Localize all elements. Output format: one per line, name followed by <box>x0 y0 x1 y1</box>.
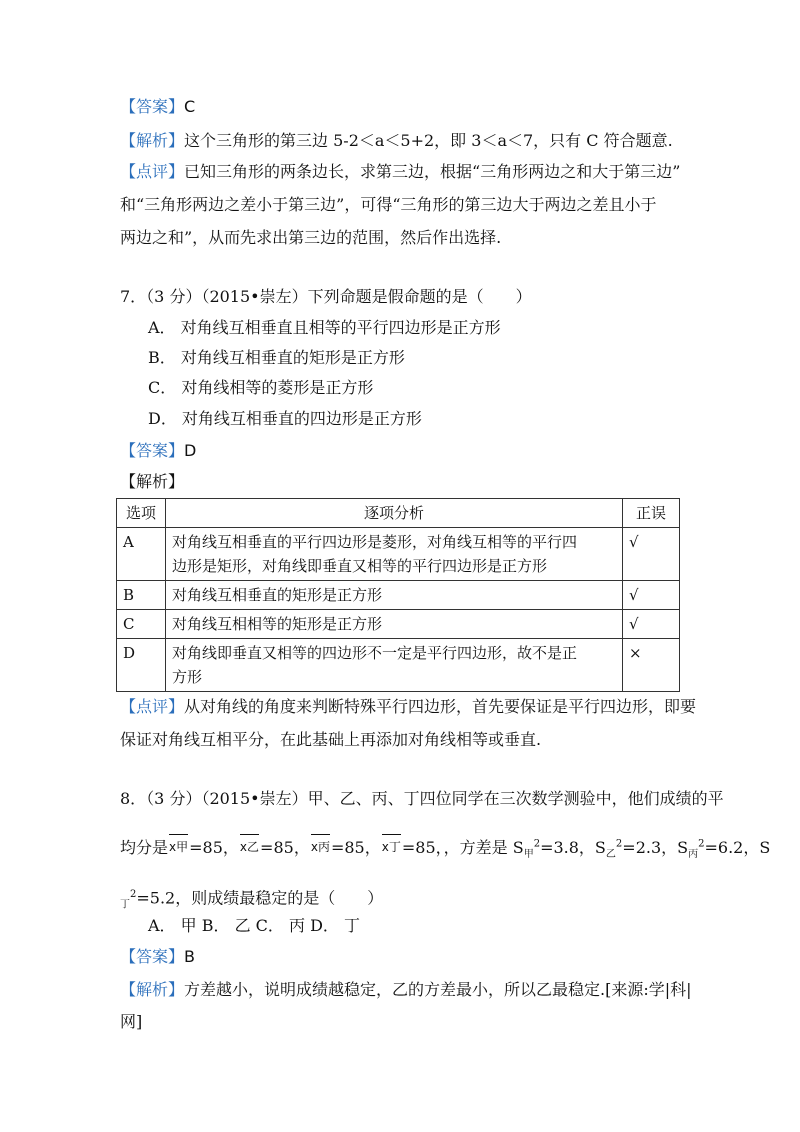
q8-options: A． 甲 B． 乙 C． 丙 D． 丁 <box>148 916 360 935</box>
row-analysis-line: 方形 <box>172 668 203 686</box>
variance-sub: 丙 <box>688 849 699 861</box>
q8-answer <box>120 947 195 967</box>
q7-option-a: A． 对角线互相垂直且相等的平行四边形是正方形 <box>148 318 501 337</box>
mean-bing <box>311 834 330 857</box>
x-symbol: x <box>239 840 248 854</box>
table-row <box>117 639 680 692</box>
stem-prefix: 均分是 <box>120 838 169 857</box>
q6-comment-line-3: 两边之和”，从而先求出第三边的范围，然后作出选择. <box>120 228 502 247</box>
variance-sub: 乙 <box>605 849 616 861</box>
row-judgment: √ <box>623 581 680 610</box>
q6-answer <box>120 97 195 117</box>
row-analysis: 对角线互相垂直的矩形是正方形 <box>166 581 623 610</box>
row-option: D <box>117 639 166 692</box>
header-analysis: 逐项分析 <box>166 499 623 528</box>
row-option: B <box>117 581 166 610</box>
variance-value: =6.2，S <box>704 838 771 857</box>
mean-value: =85， <box>330 838 381 857</box>
row-analysis <box>166 639 623 692</box>
comment-text: 从对角线的角度来判断特殊平行四边形，首先要保证是平行四边形，即要 <box>184 697 697 716</box>
mean-yi <box>240 834 259 857</box>
analysis-table <box>116 498 680 692</box>
q8-stem-line-3 <box>120 885 383 916</box>
row-judgment: × <box>623 639 680 692</box>
q6-comment-line-2: 和“三角形两边之差小于第三边”，可得“三角形的第三边大于两边之差且小于 <box>120 195 657 214</box>
sub-label: 乙 <box>247 840 260 854</box>
q7-analysis-tag <box>120 472 184 492</box>
sub-label: 甲 <box>176 840 189 854</box>
x-symbol: x <box>310 840 318 854</box>
row-analysis-line: 对角线互相垂直的平行四边形是菱形，对角线互相等的平行四 <box>172 533 578 551</box>
analysis-tag: 【解析】 <box>120 472 185 491</box>
variance-sup: 2 <box>615 838 623 850</box>
row-analysis-line: 边形是矩形，对角线即垂直又相等的平行四边形是正方形 <box>172 557 548 575</box>
q8-stem-line-2 <box>120 834 770 865</box>
row-option: A <box>117 528 166 581</box>
mean-jia <box>169 834 188 857</box>
header-judgment: 正误 <box>623 499 680 528</box>
comment-text: 已知三角形的两条边长，求第三边，根据“三角形两边之和大于第三边” <box>184 162 681 181</box>
q7-option-b: B． 对角线互相垂直的矩形是正方形 <box>148 348 405 367</box>
answer-value: C <box>184 97 196 116</box>
variance-sub: 丁 <box>120 899 130 911</box>
row-judgment: √ <box>623 528 680 581</box>
header-option: 选项 <box>117 499 166 528</box>
answer-tag: 【答案】 <box>120 441 185 460</box>
sub-label: 丁 <box>388 840 401 854</box>
analysis-text: 方差越小，说明成绩越稳定，乙的方差最小，所以乙最稳定.[来源:学|科| <box>184 980 692 999</box>
analysis-tag: 【解析】 <box>120 980 185 999</box>
table-header-row <box>117 499 680 528</box>
row-analysis <box>166 528 623 581</box>
variance-sub: 甲 <box>523 849 534 861</box>
q6-comment-line-1 <box>120 162 680 182</box>
q7-option-c: C． 对角线相等的菱形是正方形 <box>148 378 374 397</box>
variance-value: =3.8，S <box>540 838 606 857</box>
answer-tag: 【答案】 <box>120 97 185 116</box>
q8-stem-line-1: 8．（3 分）（2015•崇左）甲、乙、丙、丁四位同学在三次数学测验中，他们成绩的平 <box>120 789 724 808</box>
row-analysis: 对角线互相相等的矩形是正方形 <box>166 610 623 639</box>
q7-comment-line-2: 保证对角线互相平分，在此基础上再添加对角线相等或垂直. <box>120 730 542 749</box>
variance-sup: 2 <box>698 838 705 850</box>
analysis-text: 这个三角形的第三边 5-2＜a＜5+2，即 3＜a＜7，只有 C 符合题意. <box>184 131 673 150</box>
sub-label: 丙 <box>317 840 330 854</box>
q8-analysis-line-1 <box>120 980 692 1000</box>
q7-option-d: D． 对角线互相垂直的四边形是正方形 <box>148 409 422 428</box>
answer-value: B <box>184 947 195 966</box>
mean-ding <box>382 834 401 857</box>
row-judgment: √ <box>623 610 680 639</box>
q8-analysis-line-2: 网] <box>120 1012 143 1031</box>
answer-value: D <box>184 441 197 460</box>
variance-value: =2.3，S <box>622 838 689 857</box>
q7-answer <box>120 441 196 461</box>
mean-value: =85， <box>189 838 239 857</box>
q6-analysis <box>120 131 673 151</box>
x-symbol: x <box>169 840 177 854</box>
answer-tag: 【答案】 <box>120 947 185 966</box>
mean-value: =85， <box>260 838 310 857</box>
row-option: C <box>117 610 166 639</box>
row-analysis-line: 对角线即垂直又相等的四边形不一定是平行四边形，故不是正 <box>172 644 578 662</box>
q7-comment-line-1 <box>120 697 696 717</box>
q7-stem: 7．（3 分）（2015•崇左）下列命题是假命题的是（ ） <box>120 287 532 306</box>
mean-value: =85， <box>401 838 444 857</box>
comment-tag: 【点评】 <box>120 697 185 716</box>
variance-label: ，方差是 S <box>443 838 524 857</box>
variance-sup: 2 <box>533 838 541 850</box>
table-row <box>117 528 680 581</box>
table-row <box>117 581 680 610</box>
table-row <box>117 610 680 639</box>
variance-sup: 2 <box>130 889 137 900</box>
x-symbol: x <box>381 840 389 854</box>
comment-tag: 【点评】 <box>120 162 185 181</box>
analysis-tag: 【解析】 <box>120 131 185 150</box>
variance-value: =5.2，则成绩最稳定的是（ ） <box>136 888 384 908</box>
